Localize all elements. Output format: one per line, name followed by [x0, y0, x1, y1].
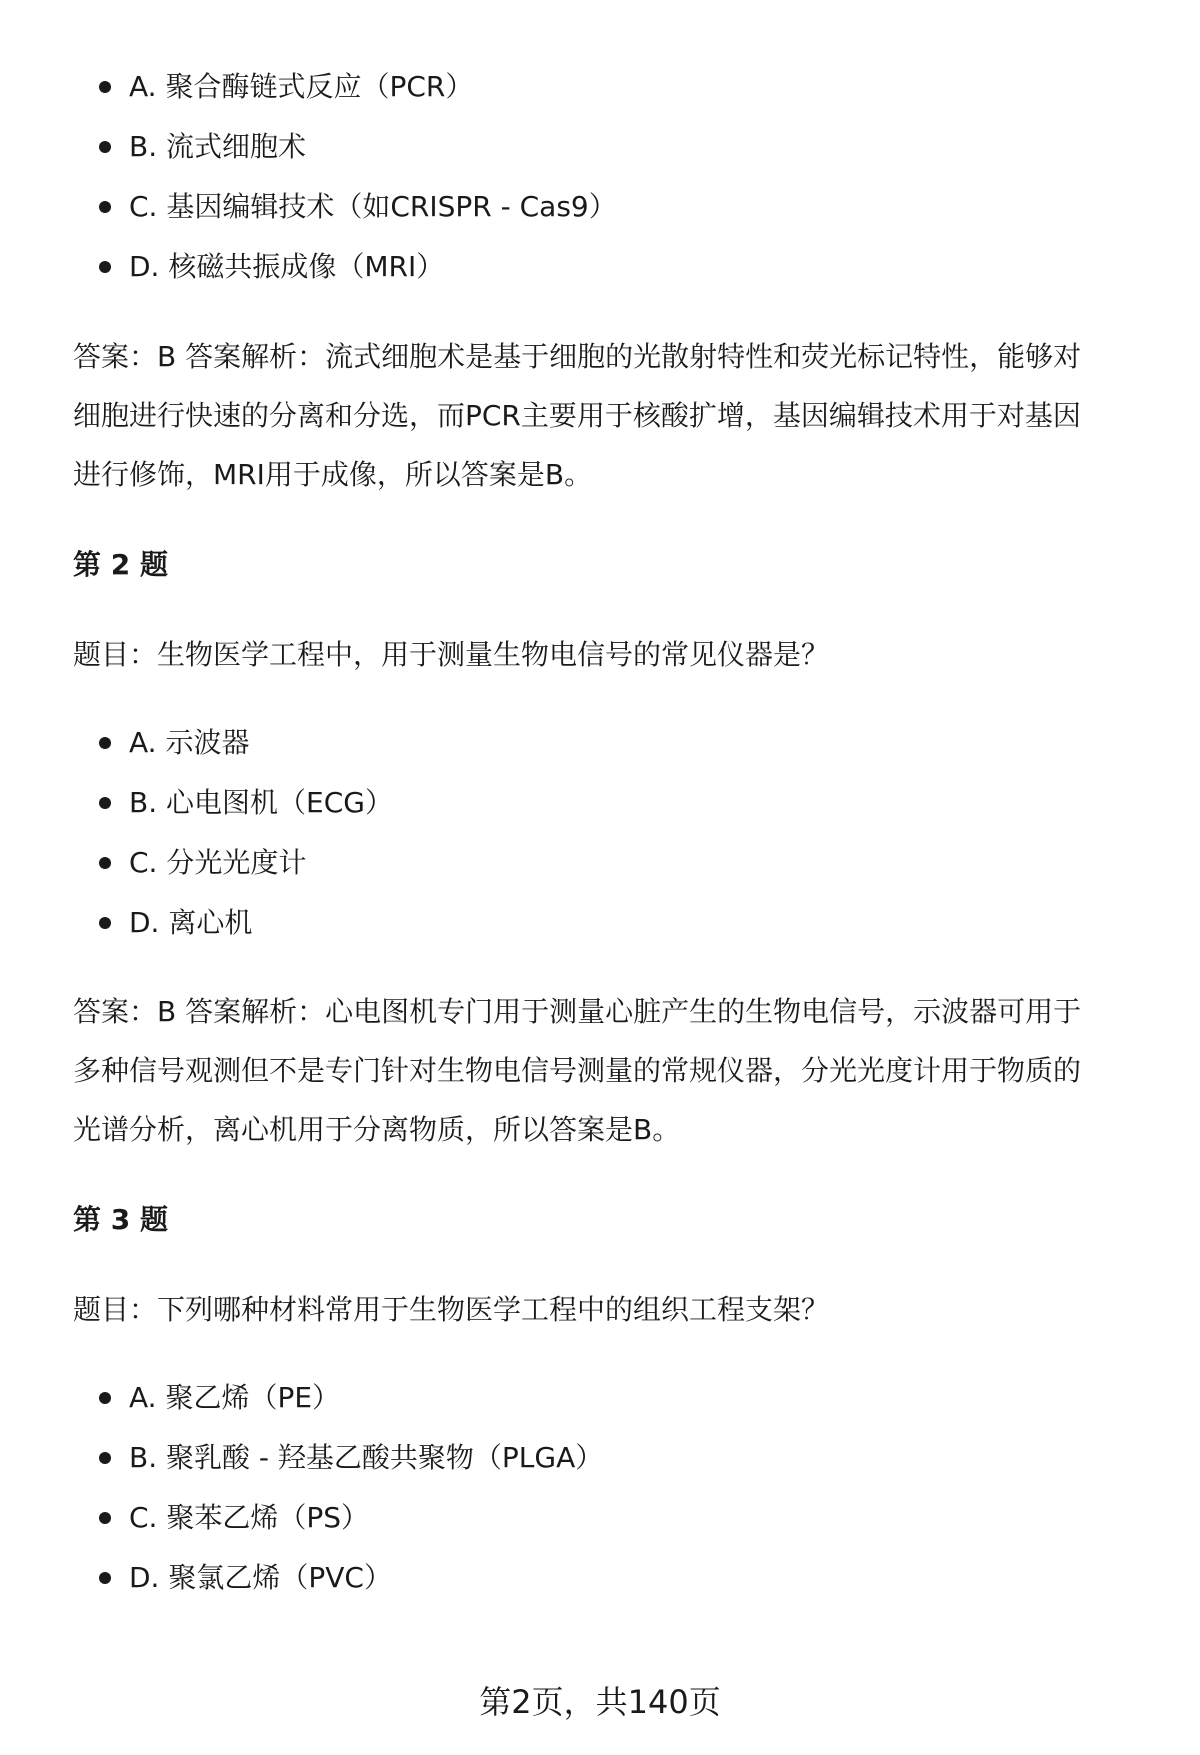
option-text: A. 示波器: [129, 726, 250, 759]
option-text: B. 聚乳酸 - 羟基乙酸共聚物（PLGA）: [129, 1441, 604, 1474]
q2-answer: [73, 982, 1143, 1159]
q3-option-c: [73, 1498, 1143, 1538]
q2-option-d: [73, 903, 1143, 943]
q2-question: 题目：生物医学工程中，用于测量生物电信号的常见仪器是？: [73, 638, 830, 671]
option-text: D. 聚氯乙烯（PVC）: [129, 1561, 392, 1594]
bullet-icon: [99, 1392, 111, 1404]
option-text: C. 分光光度计: [129, 846, 307, 879]
q2-option-c: [73, 843, 1143, 883]
bullet-icon: [99, 797, 111, 809]
answer-line: 光谱分析，离心机用于分离物质，所以答案是B。: [73, 1113, 681, 1146]
q3-option-a: [73, 1378, 1143, 1418]
q2-options: [73, 723, 1143, 943]
q3-options: [73, 1378, 1143, 1598]
answer-line: 答案：B 答案解析：心电图机专门用于测量心脏产生的生物电信号，示波器可用于: [73, 995, 1082, 1028]
bullet-icon: [99, 261, 111, 273]
bullet-icon: [99, 917, 111, 929]
q3-question: 题目：下列哪种材料常用于生物医学工程中的组织工程支架？: [73, 1293, 830, 1326]
bullet-icon: [99, 1452, 111, 1464]
option-text: A. 聚合酶链式反应（PCR）: [129, 70, 474, 103]
bullet-icon: [99, 737, 111, 749]
q2-option-a: [73, 723, 1143, 763]
bullet-icon: [99, 201, 111, 213]
option-text: D. 核磁共振成像（MRI）: [129, 250, 445, 283]
q2-heading: 第 2 题: [73, 548, 168, 581]
q1-options: [73, 67, 1143, 287]
bullet-icon: [99, 1572, 111, 1584]
q3-option-b: [73, 1438, 1143, 1478]
bullet-icon: [99, 1512, 111, 1524]
option-text: B. 心电图机（ECG）: [129, 786, 393, 819]
q3-heading: 第 3 题: [73, 1203, 168, 1236]
bullet-icon: [99, 857, 111, 869]
bullet-icon: [99, 81, 111, 93]
page-number-footer: 第2页，共140页: [479, 1683, 721, 1721]
q1-option-a: [73, 67, 1143, 107]
answer-line: 细胞进行快速的分离和分选，而PCR主要用于核酸扩增，基因编辑技术用于对基因: [73, 399, 1081, 432]
bullet-icon: [99, 141, 111, 153]
option-text: D. 离心机: [129, 906, 253, 939]
option-text: C. 基因编辑技术（如CRISPR - Cas9）: [129, 190, 617, 223]
answer-line: 多种信号观测但不是专门针对生物电信号测量的常规仪器，分光光度计用于物质的: [73, 1054, 1082, 1087]
answer-line: 进行修饰，MRI用于成像，所以答案是B。: [73, 458, 593, 491]
q2-option-b: [73, 783, 1143, 823]
q1-answer: [73, 327, 1143, 504]
option-text: C. 聚苯乙烯（PS）: [129, 1501, 370, 1534]
answer-line: 答案：B 答案解析：流式细胞术是基于细胞的光散射特性和荧光标记特性，能够对: [73, 340, 1082, 373]
q3-option-d: [73, 1558, 1143, 1598]
q1-option-c: [73, 187, 1143, 227]
option-text: B. 流式细胞术: [129, 130, 307, 163]
q1-option-b: [73, 127, 1143, 167]
q1-option-d: [73, 247, 1143, 287]
option-text: A. 聚乙烯（PE）: [129, 1381, 341, 1414]
